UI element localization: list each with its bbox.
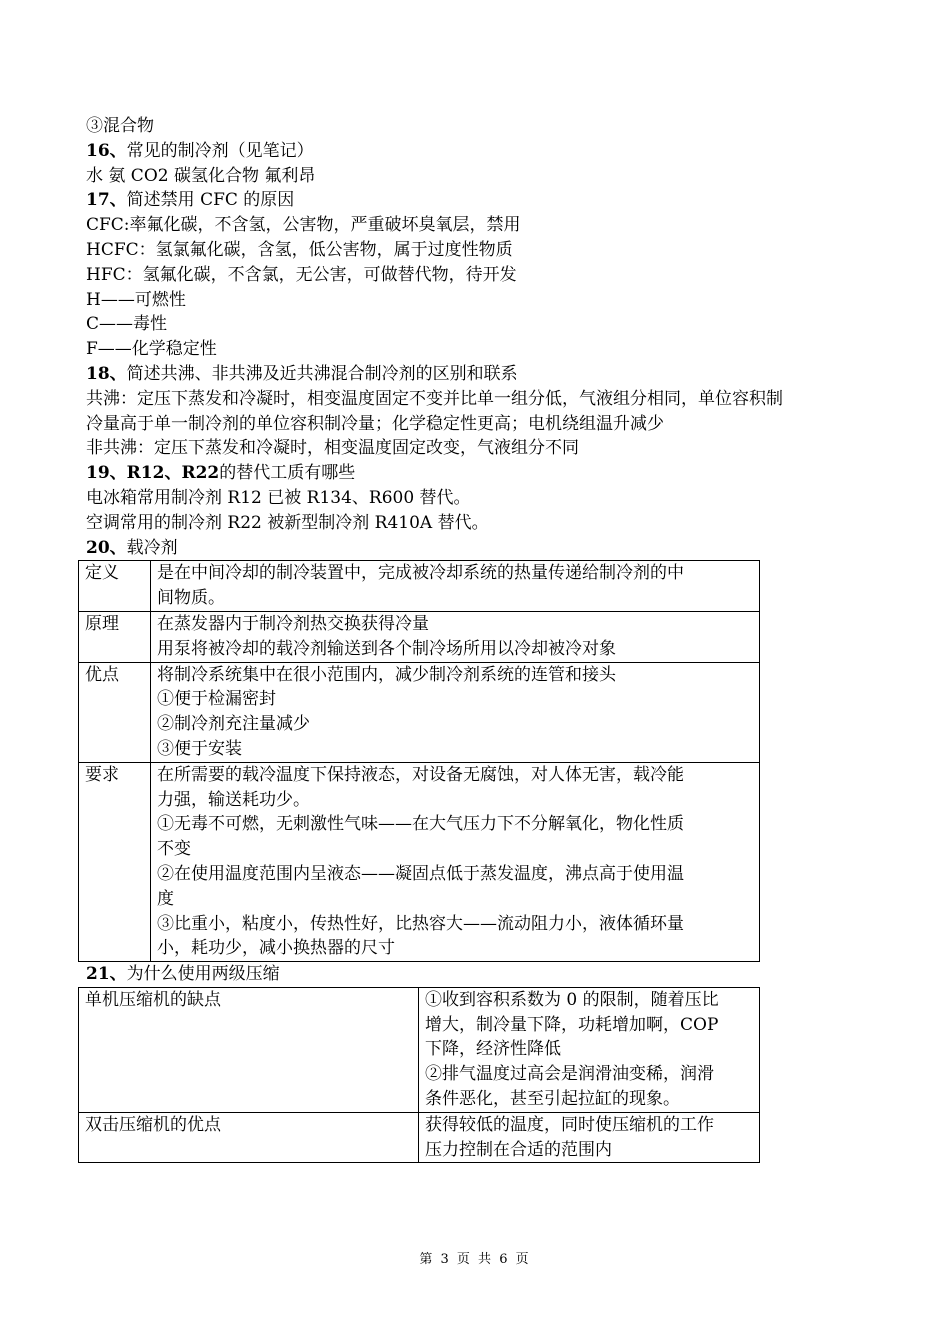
row-content-line: ①便于检漏密封: [157, 689, 276, 710]
text-line: H——可燃性: [86, 289, 186, 310]
row-content: [151, 662, 760, 762]
question-title: 简述禁用 CFC 的原因: [126, 190, 295, 211]
row-content-line: 用泵将被冷却的载冷剂输送到各个制冷场所用以冷却被冷对象: [157, 638, 616, 659]
table-row: [79, 762, 760, 961]
row-content-line: 条件恶化，甚至引起拉缸的现象。: [425, 1089, 680, 1110]
question-number: 18、: [86, 363, 127, 384]
question-title: 为什么使用两级压缩: [126, 964, 280, 985]
text-line: HFC：氢氟化碳，不含氯，无公害，可做替代物，待开发: [86, 264, 517, 285]
two-stage-compression-table: [78, 987, 760, 1164]
row-content: [151, 762, 760, 961]
question-21-heading: [86, 962, 876, 987]
row-content-line: 下降，经济性降低: [425, 1039, 561, 1060]
row-content-line: 获得较低的温度，同时使压缩机的工作: [425, 1114, 714, 1135]
text-line: HCFC：氢氯氟化碳，含氢，低公害物，属于过度性物质: [86, 239, 513, 260]
text-line: 冷量高于单一制冷剂的单位容积制冷量；化学稳定性更高；电机绕组温升减少: [86, 413, 664, 434]
row-content-line: 间物质。: [157, 588, 225, 609]
question-number: 17、: [86, 190, 127, 211]
row-content-line: ③便于安装: [157, 738, 242, 759]
row-content-line: 在所需要的载冷温度下保持液态，对设备无腐蚀，对人体无害，载冷能: [157, 764, 684, 785]
question-title: 的替代工质有哪些: [219, 463, 356, 484]
row-label: 原理: [79, 611, 151, 662]
text-line: 共沸：定压下蒸发和冷凝时，相变温度固定不变并比单一组分低，气液组分相同，单位容积制: [86, 388, 783, 409]
row-content-line: 是在中间冷却的制冷装置中，完成被冷却系统的热量传递给制冷剂的中: [157, 563, 684, 584]
row-content-line: ①收到容积系数为 0 的限制，随着压比: [425, 989, 719, 1010]
text-line: 空调常用的制冷剂 R22 被新型制冷剂 R410A 替代。: [86, 512, 489, 533]
question-16-heading: [86, 139, 876, 164]
row-content: [419, 987, 760, 1112]
row-label: 双击压缩机的优点: [79, 1112, 419, 1163]
row-content-line: ②排气温度过高会是润滑油变稀，润滑: [425, 1064, 714, 1085]
question-number: 21、: [86, 964, 127, 985]
table-row: [79, 561, 760, 612]
question-18-heading: [86, 362, 876, 387]
page-content: [86, 114, 876, 1163]
row-label: 定义: [79, 561, 151, 612]
question-17-heading: [86, 188, 876, 213]
refrigerant-carrier-table: [78, 560, 760, 962]
row-content-line: ②在使用温度范围内呈液态——凝固点低于蒸发温度，沸点高于使用温: [157, 863, 684, 884]
question-number: 20、: [86, 537, 127, 558]
row-label: 单机压缩机的缺点: [79, 987, 419, 1112]
row-content: [151, 561, 760, 612]
row-content-line: 在蒸发器内于制冷剂热交换获得冷量: [157, 613, 429, 634]
question-19-heading: [86, 461, 876, 486]
row-content-line: 小，耗功少，减小换热器的尺寸: [157, 938, 395, 959]
table-row: [79, 1112, 760, 1163]
question-title: 常见的制冷剂（见笔记）: [126, 140, 314, 161]
table-row: [79, 662, 760, 762]
text-line: CFC:率氟化碳，不含氢，公害物，严重破坏臭氧层，禁用: [86, 215, 521, 236]
text-line: 非共沸：定压下蒸发和冷凝时，相变温度固定改变，气液组分不同: [86, 438, 579, 459]
row-content-line: ①无毒不可燃，无刺激性气味——在大气压力下不分解氧化，物化性质: [157, 814, 684, 835]
text-line: C——毒性: [86, 314, 168, 335]
text-line: ③混合物: [86, 116, 154, 136]
row-content-line: 力强，输送耗功少。: [157, 789, 310, 810]
page-footer: 第 3 页 共 6 页: [419, 1252, 531, 1267]
question-20-heading: [86, 536, 876, 561]
question-title: 简述共沸、非共沸及近共沸混合制冷剂的区别和联系: [126, 363, 518, 384]
table-row: [79, 987, 760, 1112]
row-content-line: 度: [157, 888, 174, 909]
row-label: 要求: [79, 762, 151, 961]
row-content: [151, 611, 760, 662]
question-number: 19、R12、R22: [86, 463, 220, 484]
table-row: [79, 611, 760, 662]
row-content-line: 压力控制在合适的范围内: [425, 1139, 612, 1160]
row-content-line: ②制冷剂充注量减少: [157, 714, 310, 735]
row-content: [419, 1112, 760, 1163]
row-content-line: ③比重小，粘度小，传热性好，比热容大——流动阻力小，液体循环量: [157, 913, 684, 934]
question-title: 载冷剂: [126, 537, 178, 558]
question-number: 16、: [86, 140, 127, 161]
text-line: 电冰箱常用制冷剂 R12 已被 R134、R600 替代。: [86, 487, 471, 508]
row-label: 优点: [79, 662, 151, 762]
row-content-line: 不变: [157, 839, 191, 860]
text-line: F——化学稳定性: [86, 339, 217, 360]
text-line: 水 氨 CO2 碳氢化合物 氟利昂: [86, 165, 316, 186]
row-content-line: 增大，制冷量下降，功耗增加啊，COP: [425, 1014, 719, 1035]
row-content-line: 将制冷系统集中在很小范围内，减少制冷剂系统的连管和接头: [157, 664, 616, 685]
